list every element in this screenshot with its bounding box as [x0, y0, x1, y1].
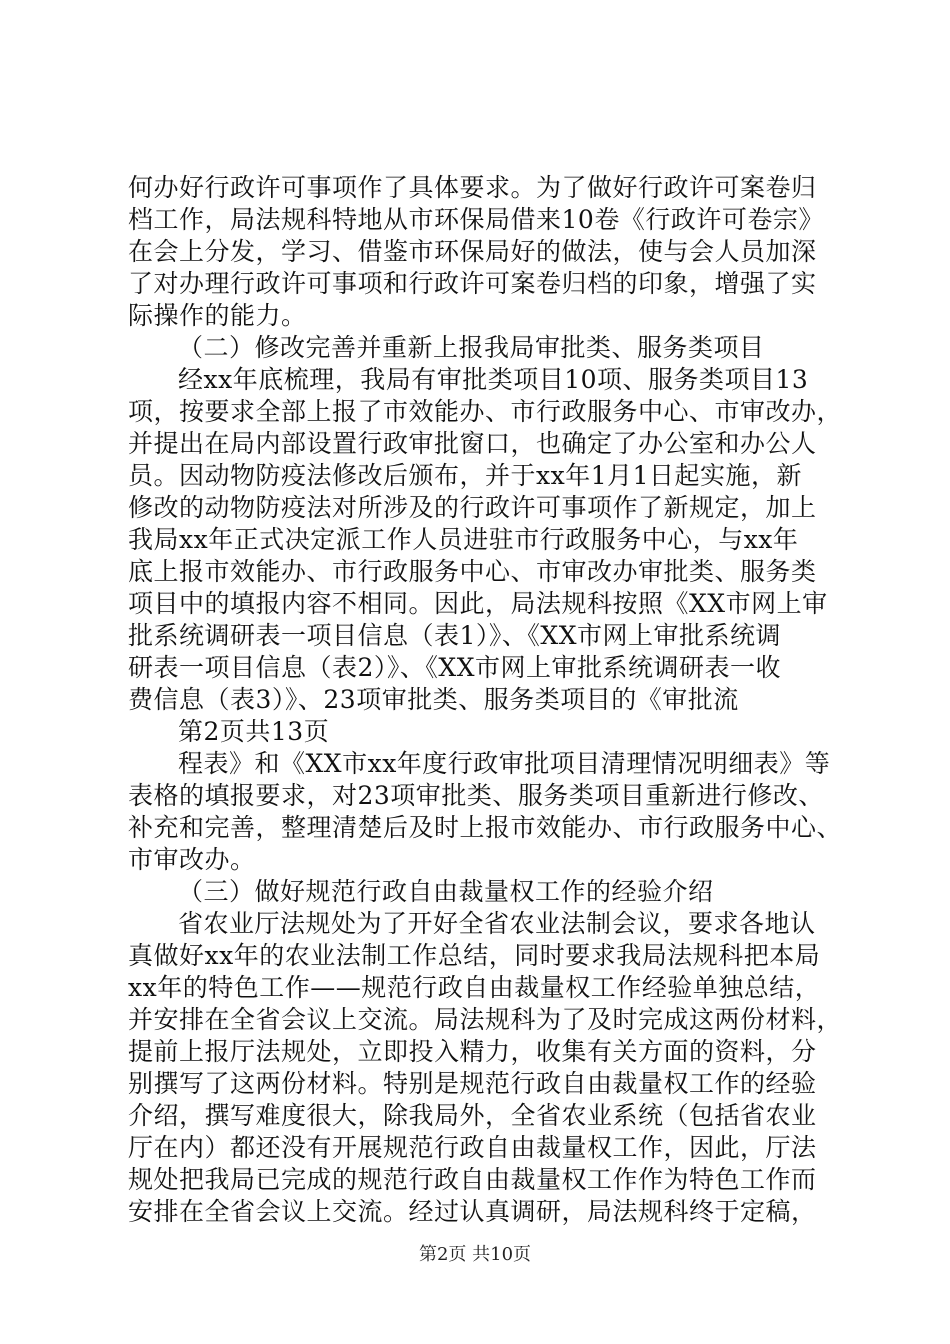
- text-line: 何办好行政许可事项作了具体要求。为了做好行政许可案卷归: [128, 173, 817, 202]
- text-line: 安排在全省会议上交流。经过认真调研，局法规科终于定稿，: [128, 1197, 817, 1226]
- text-line: 省农业厅法规处为了开好全省农业法制会议，要求各地认: [178, 909, 816, 938]
- text-line: 并提出在局内部设置行政审批窗口，也确定了办公室和办公人: [128, 429, 817, 458]
- text-line: 员。因动物防疫法修改后颁布，并于xx年1月1日起实施，新: [128, 461, 803, 490]
- text-line: 费信息（表3）》、23项审批类、服务类项目的《审批流: [128, 685, 739, 714]
- text-line: 在会上分发，学习、借鉴市环保局好的做法，使与会人员加深: [128, 237, 817, 266]
- text-line: 提前上报厅法规处，立即投入精力，收集有关方面的资料，分: [128, 1037, 817, 1066]
- text-line: 我局xx年正式决定派工作人员进驻市行政服务中心，与xx年: [128, 525, 799, 554]
- section-heading: （二）修改完善并重新上报我局审批类、服务类项目: [178, 333, 765, 362]
- text-line: 批系统调研表一项目信息（表1）》、《XX市网上审批系统调: [128, 621, 782, 650]
- text-line: 表格的填报要求，对23项审批类、服务类项目重新进行修改、: [128, 781, 824, 810]
- text-line: 补充和完善，整理清楚后及时上报市效能办、市行政服务中心、: [128, 813, 843, 842]
- text-line: 项目中的填报内容不相同。因此，局法规科按照《XX市网上审: [128, 589, 828, 618]
- text-line: 研表一项目信息（表2）》、《XX市网上审批系统调研表一收: [128, 653, 782, 682]
- text-line: 程表》和《XX市xx年度行政审批项目清理情况明细表》等: [178, 749, 831, 778]
- text-line: 了对办理行政许可事项和行政许可案卷归档的印象，增强了实: [128, 269, 817, 298]
- section-heading: （三）做好规范行政自由裁量权工作的经验介绍: [178, 877, 714, 906]
- text-line: 项，按要求全部上报了市效能办、市行政服务中心、市审改办，: [128, 397, 843, 426]
- text-line: 真做好xx年的农业法制工作总结，同时要求我局法规科把本局: [128, 941, 821, 970]
- text-line: xx年的特色工作——规范行政自由裁量权工作经验单独总结，: [128, 973, 821, 1002]
- text-line: 经xx年底梳理，我局有审批类项目10项、服务类项目13: [178, 365, 809, 394]
- inline-page-number: 第2页共13页: [178, 717, 330, 746]
- text-line: 际操作的能力。: [128, 301, 307, 330]
- text-line: 档工作，局法规科特地从市环保局借来10卷《行政许可卷宗》: [128, 205, 824, 234]
- text-line: 规处把我局已完成的规范行政自由裁量权工作作为特色工作而: [128, 1165, 817, 1194]
- text-line: 介绍，撰写难度很大，除我局外，全省农业系统（包括省农业: [128, 1101, 817, 1130]
- text-line: 底上报市效能办、市行政服务中心、市审改办审批类、服务类: [128, 557, 817, 586]
- text-line: 厅在内）都还没有开展规范行政自由裁量权工作，因此，厅法: [128, 1133, 817, 1162]
- text-line: 修改的动物防疫法对所涉及的行政许可事项作了新规定，加上: [128, 493, 817, 522]
- text-line: 市审改办。: [128, 845, 256, 874]
- text-line: 并安排在全省会议上交流。局法规科为了及时完成这两份材料，: [128, 1005, 843, 1034]
- text-line: 别撰写了这两份材料。特别是规范行政自由裁量权工作的经验: [128, 1069, 817, 1098]
- page-footer: 第2页 共10页: [418, 1244, 532, 1265]
